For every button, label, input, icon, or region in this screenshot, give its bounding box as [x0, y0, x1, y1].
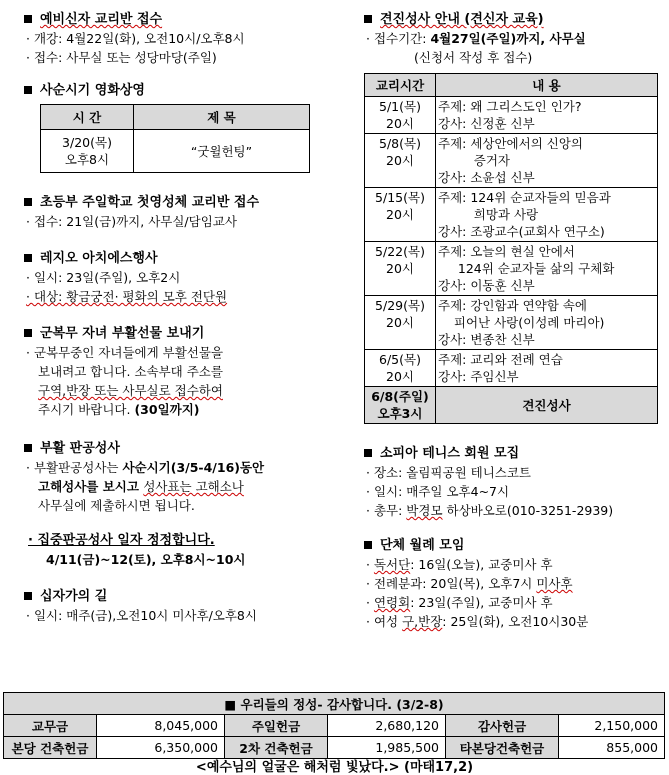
schedule-row — [365, 97, 658, 134]
communion-section — [20, 193, 335, 231]
info-line: 주시기 바랍니다. (30일까지) — [38, 402, 200, 417]
offering-amount: 1,985,500 — [328, 737, 446, 759]
left-column — [20, 10, 335, 639]
schedule-content: 주제: 124위 순교자들의 믿음과 희망과 사랑 강사: 조광교수(교회사 연구소) — [436, 188, 658, 242]
offering-label: 주일헌금 — [225, 715, 328, 737]
schedule-content: 주제: 교리와 전례 연습 강사: 주임신부 — [436, 350, 658, 387]
schedule-content: 주제: 오늘의 현실 안에서 124위 순교자들 삶의 구체화 강사: 이동훈 신부 — [436, 242, 658, 296]
section-title: 예비신자 교리반 접수 — [20, 10, 335, 29]
info-line: · 개강: 4월22일(화), 오전10시/오후8시 — [26, 31, 245, 46]
offering-box — [3, 692, 665, 759]
schedule-row — [365, 296, 658, 350]
info-line: · 총무: 박경모 하상바오로(010-3251-2939) — [366, 503, 614, 518]
offering-amount: 855,000 — [559, 737, 665, 759]
info-line: · 여성 구,반장: 25일(화), 오전10시30분 — [366, 614, 589, 629]
info-line: 사무실에 제출하시면 됩니다. — [38, 498, 195, 513]
stations-cross-section — [20, 587, 335, 625]
info-line: · 대상: 황금궁전· 평화의 모후 전단원 — [26, 289, 228, 304]
legio-section — [20, 249, 335, 306]
info-line: · 전례분과: 20일(목), 오후7시 미사후 — [366, 576, 573, 591]
info-line: · 군복무중인 자녀들에게 부활선물을 — [26, 345, 224, 360]
offering-amount: 2,150,000 — [559, 715, 665, 737]
info-line: · 일시: 23일(주일), 오후2시 — [26, 270, 181, 285]
section-title: 부활 판공성사 — [20, 439, 335, 458]
right-column — [360, 10, 660, 645]
confirmation-row — [365, 387, 658, 424]
scripture-quote: <예수님의 얼굴은 해처럼 빛났다.> (마태17,2) — [195, 760, 474, 775]
info-line: · 접수: 21일(금)까지, 사무실/담임교사 — [26, 214, 237, 229]
info-line: 보내려고 합니다. 소속부대 주소를 — [38, 364, 223, 379]
bullet-square-icon — [24, 254, 32, 262]
schedule-row — [365, 134, 658, 188]
schedule-content: 주제: 왜 그리스도인 인가? 강사: 신정훈 신부 — [436, 97, 658, 134]
info-line: · 접수: 사무실 또는 성당마당(주일) — [26, 50, 217, 65]
schedule-date: 5/8(목) 20시 — [365, 134, 436, 188]
offering-label: 교무금 — [4, 715, 97, 737]
section-title: 십자가의 길 — [20, 587, 335, 606]
offering-label: 감사헌금 — [446, 715, 559, 737]
section-title: 초등부 주일학교 첫영성체 교리반 접수 — [20, 193, 335, 212]
offering-label: 2차 건축헌금 — [225, 737, 328, 759]
section-title: 견진성사 안내 (견신자 교육) — [360, 10, 660, 29]
lent-movie-section — [20, 81, 335, 173]
offering-amount: 8,045,000 — [97, 715, 225, 737]
movie-title: “굿윌헌팅” — [134, 130, 310, 173]
info-line: · 부활판공성사는 사순시기(3/5-4/16)동안 — [26, 460, 265, 475]
section-title: 레지오 아치에스행사 — [20, 249, 335, 268]
easter-confession-section — [20, 439, 335, 515]
bullet-square-icon — [24, 444, 32, 452]
schedule-date: 5/1(목) 20시 — [365, 97, 436, 134]
bullet-square-icon — [364, 449, 372, 457]
section-title: 사순시기 영화상영 — [20, 81, 335, 100]
info-line: (신청서 작성 후 접수) — [414, 50, 533, 65]
header-title: 제 목 — [134, 105, 310, 130]
confirmation-schedule-table — [364, 73, 658, 424]
info-line: · 연령회: 23일(주일), 교중미사 후 — [366, 595, 553, 610]
section-title: 군복무 자녀 부활선물 보내기 — [20, 324, 335, 343]
schedule-correction-section — [20, 531, 335, 569]
offering-amount: 6,350,000 — [97, 737, 225, 759]
confirmation-label: 견진성사 — [436, 387, 658, 424]
movie-table — [40, 104, 310, 173]
schedule-content: 주제: 세상안에서의 신앙의 증거자 강사: 소윤섭 신부 — [436, 134, 658, 188]
section-title: · 집중판공성사 일자 정정합니다. — [28, 533, 215, 548]
info-line: · 일시: 매주일 오후4~7시 — [366, 484, 510, 499]
tennis-section — [360, 444, 660, 520]
catechumen-section — [20, 10, 335, 67]
offering-row — [4, 715, 665, 737]
movie-datetime: 3/20(목) 오후8시 — [41, 130, 134, 173]
bullet-square-icon — [24, 15, 32, 23]
info-line: · 독서단: 16일(오늘), 교중미사 후 — [366, 557, 553, 572]
header-content: 내 용 — [436, 74, 658, 97]
bullet-square-icon — [24, 329, 32, 337]
header-time: 교리시간 — [365, 74, 436, 97]
schedule-date: 5/29(목) 20시 — [365, 296, 436, 350]
bullet-square-icon — [364, 15, 372, 23]
info-line: · 일시: 매주(금),오전10시 미사후/오후8시 — [26, 608, 257, 623]
info-line: · 접수기간: 4월27일(주일)까지, 사무실 — [366, 31, 586, 46]
section-title: 단체 월례 모임 — [360, 536, 660, 555]
military-gift-section — [20, 324, 335, 419]
info-line: 4/11(금)~12(토), 오후8시~10시 — [46, 552, 246, 567]
schedule-date: 6/5(목) 20시 — [365, 350, 436, 387]
bullet-square-icon — [24, 198, 32, 206]
confirmation-section — [360, 10, 660, 424]
schedule-row — [365, 242, 658, 296]
offering-title: ■ 우리들의 정성- 감사합니다. (3/2-8) — [4, 693, 665, 715]
schedule-content: 주제: 강인함과 연약함 속에 피어난 사랑(이성례 마리아) 강사: 변종찬 신부 — [436, 296, 658, 350]
info-line: 구역,반장 또는 사무실로 접수하여 — [38, 383, 223, 398]
schedule-row — [365, 188, 658, 242]
bullet-square-icon — [24, 86, 32, 94]
schedule-date: 5/15(목) 20시 — [365, 188, 436, 242]
bullet-square-icon — [24, 592, 32, 600]
confirmation-date: 6/8(주일) 오후3시 — [365, 387, 436, 424]
info-line: 고해성사를 보시고 성사표는 고해소나 — [38, 479, 244, 494]
offering-label: 본당 건축헌금 — [4, 737, 97, 759]
header-time: 시 간 — [41, 105, 134, 130]
monthly-meeting-section — [360, 536, 660, 631]
offering-amount: 2,680,120 — [328, 715, 446, 737]
offering-label: 타본당건축헌금 — [446, 737, 559, 759]
offering-table — [3, 692, 665, 759]
section-title: 소피아 테니스 회원 모집 — [360, 444, 660, 463]
schedule-row — [365, 350, 658, 387]
bullet-square-icon — [364, 541, 372, 549]
schedule-date: 5/22(목) 20시 — [365, 242, 436, 296]
info-line: · 장소: 올림픽공원 테니스코트 — [366, 465, 532, 480]
